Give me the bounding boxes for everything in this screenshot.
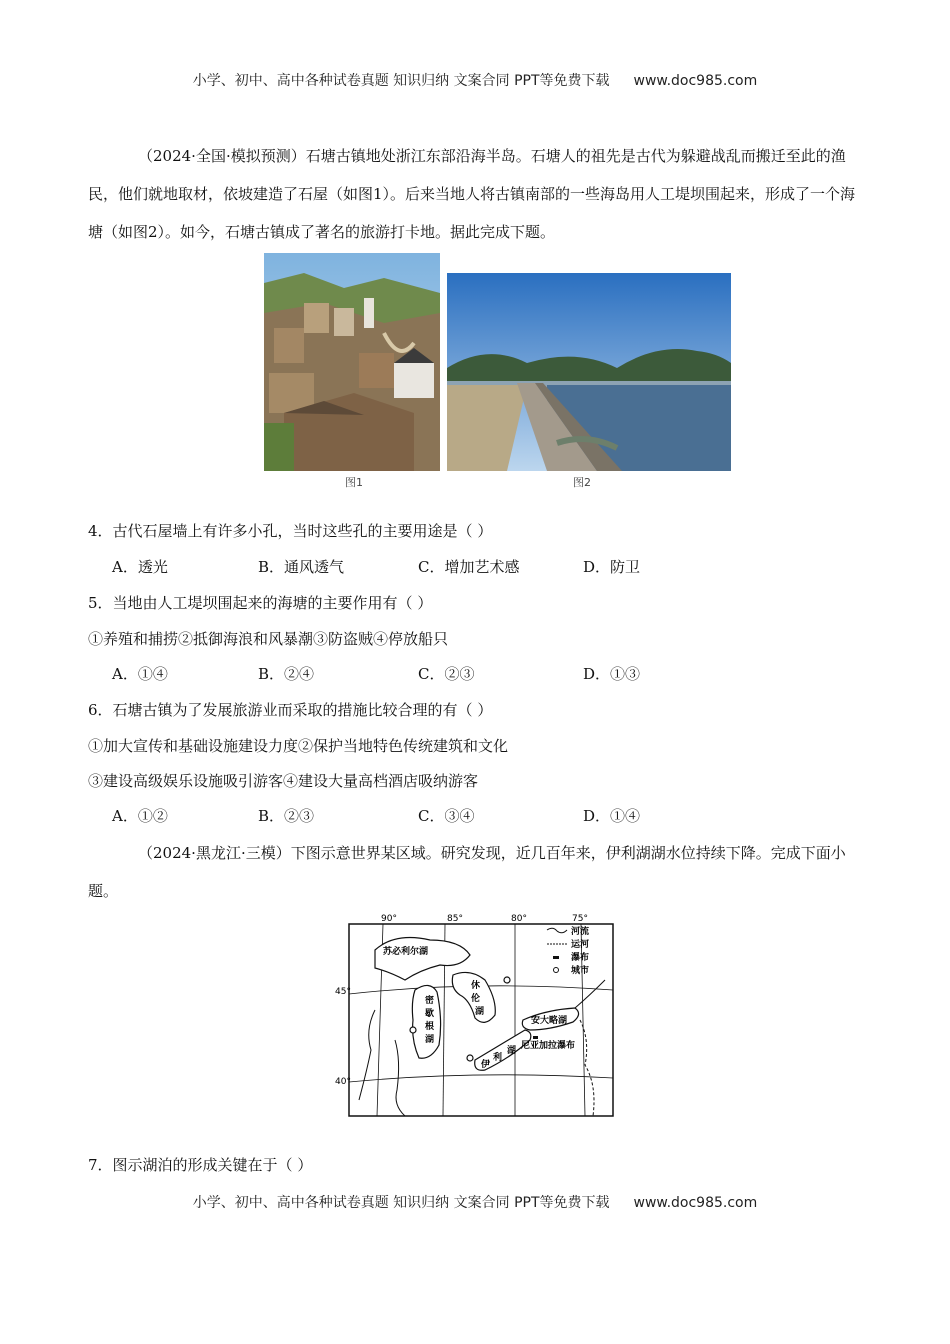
stone-houses-photo: [264, 253, 440, 471]
q4-option-b: B．通风透气: [258, 558, 345, 576]
question-5-items: ①养殖和捕捞②抵御海浪和风暴潮③防盗贼④停放船只: [88, 630, 449, 648]
footer-title: 小学、初中、高中各种试卷真题 知识归纳 文案合同 PPT等免费下载: [192, 1195, 610, 1211]
lat-label-40: 40°: [335, 1077, 351, 1087]
map-svg: [335, 910, 617, 1120]
question-6-items-2: ③建设高级娱乐设施吸引游客④建设大量高档酒店吸纳游客: [88, 772, 479, 790]
q6-option-d: D．①④: [583, 807, 641, 825]
label-erie-1: 伊: [481, 1060, 491, 1070]
city-marker-3: [504, 977, 510, 983]
question-5-stem: 5．当地由人工堤坝围起来的海塘的主要作用有（ ）: [88, 594, 433, 612]
label-huron-3: 湖: [475, 1007, 485, 1017]
q4-option-a: A．透光: [112, 558, 168, 576]
city-marker-1: [410, 1027, 416, 1033]
label-michigan-4: 湖: [425, 1035, 435, 1045]
great-lakes-map: [335, 910, 617, 1120]
label-lake-ontario: 安大略湖: [531, 1016, 568, 1026]
footer-site: www.doc985.com: [633, 1195, 758, 1211]
label-michigan-1: 密: [425, 996, 435, 1006]
figure-2-seawall: [447, 273, 731, 471]
q6-option-c: C．③④: [418, 807, 475, 825]
label-erie-2: 利: [493, 1053, 503, 1063]
seawall-photo: [447, 273, 731, 471]
q4-option-c: C．增加艺术感: [418, 558, 520, 576]
falls-marker: [533, 1036, 538, 1039]
legend-canal: 运河: [571, 940, 590, 950]
q4-option-d: D．防卫: [583, 558, 641, 576]
lon-label-90: 90°: [381, 914, 397, 924]
intro-passage-2: （2024·黑龙江·三模）下图示意世界某区域。研究发现，近几百年来，伊利湖湖水位持续下降。完成下面小题。: [88, 844, 846, 900]
lon-label-75: 75°: [572, 914, 588, 924]
question-6-stem: 6．石塘古镇为了发展旅游业而采取的措施比较合理的有（ ）: [88, 701, 493, 719]
label-michigan-2: 歇: [425, 1009, 435, 1019]
q5-option-c: C．②③: [418, 665, 475, 683]
header-site: www.doc985.com: [633, 73, 758, 89]
label-huron-1: 休: [471, 981, 481, 991]
question-4-stem: 4．古代石屋墙上有许多小孔，当时这些孔的主要用途是（ ）: [88, 522, 493, 540]
lat-label-45: 45°: [335, 987, 351, 997]
question-6-items-1: ①加大宣传和基础设施建设力度②保护当地特色传统建筑和文化: [88, 737, 509, 755]
label-huron-2: 伦: [471, 994, 481, 1004]
label-niagara-falls: 尼亚加拉瀑布: [521, 1041, 576, 1051]
figure-1-caption: 图1: [345, 476, 363, 489]
lon-label-80: 80°: [511, 914, 527, 924]
q6-option-b: B．②③: [258, 807, 315, 825]
q5-option-d: D．①③: [583, 665, 641, 683]
figure-1-stone-houses: [264, 253, 440, 471]
legend-river: 河流: [571, 927, 590, 937]
header-title: 小学、初中、高中各种试卷真题 知识归纳 文案合同 PPT等免费下载: [192, 73, 610, 89]
page-header: [0, 70, 950, 90]
figure-2-caption: 图2: [573, 476, 591, 489]
legend-city: 城市: [571, 966, 590, 976]
q5-option-b: B．②④: [258, 665, 315, 683]
q5-option-a: A．①④: [112, 665, 168, 683]
label-michigan-3: 根: [425, 1022, 435, 1032]
page-footer: [0, 1192, 950, 1212]
q6-option-a: A．①②: [112, 807, 168, 825]
lon-label-85: 85°: [447, 914, 463, 924]
label-lake-superior: 苏必利尔湖: [383, 947, 429, 957]
label-erie-3: 湖: [507, 1046, 517, 1056]
intro-passage-1: （2024·全国·模拟预测）石塘古镇地处浙江东部沿海半岛。石塘人的祖先是古代为躲避战乱而搬迁至此的渔民，他们就地取材，依坡建造了石屋（如图1）。后来当地人将古镇南部的一些海岛用人工堤坝围起来，形成了一个海塘（如图2）。如今，石塘古镇成了著名的旅游打卡地。据此完成下题。: [88, 147, 856, 241]
question-7-stem: 7．图示湖泊的形成关键在于（ ）: [88, 1156, 313, 1174]
legend-falls: 瀑布: [571, 953, 590, 963]
city-marker-2: [467, 1055, 473, 1061]
